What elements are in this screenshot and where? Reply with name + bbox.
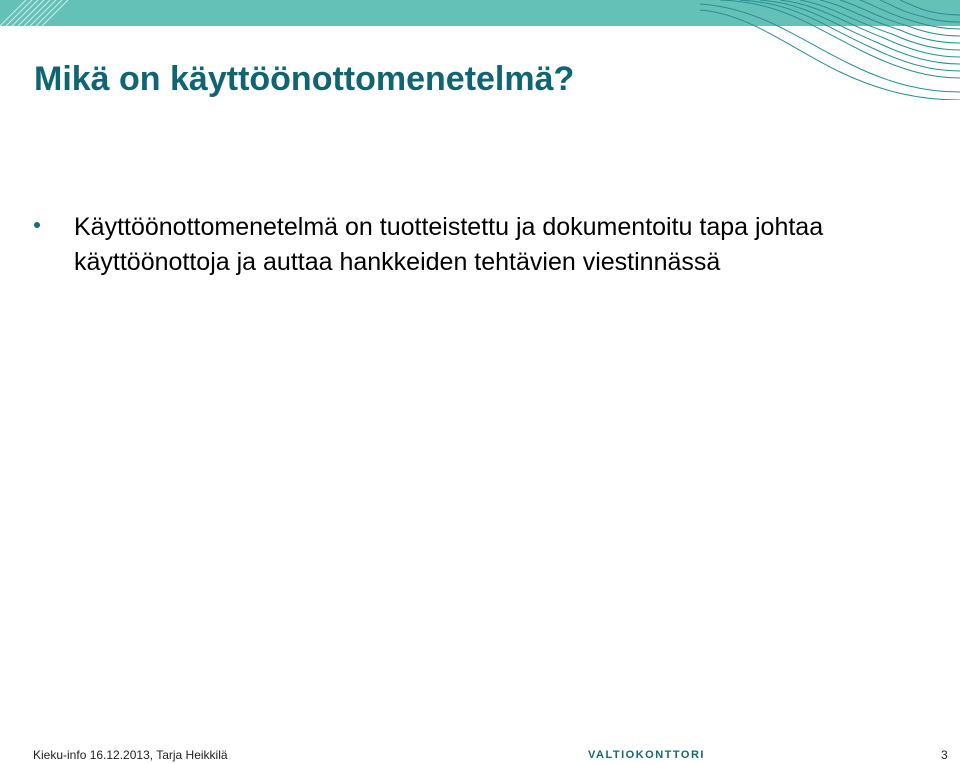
band-line-pattern <box>0 0 80 26</box>
bullet-list <box>34 210 854 280</box>
page-number: 3 <box>941 748 948 762</box>
wave-decoration <box>700 0 960 100</box>
slide-title: Mikä on käyttöönottomenetelmä? <box>34 60 575 98</box>
bullet-text: Käyttöönottomenetelmä on tuotteistettu ja dokumentoitu tapa johtaa käyttöönottoja ja auttaa hankkeiden tehtävien viestinnässä <box>74 213 824 276</box>
valtiokonttori-logo: VALTIOKONTTORI <box>588 749 705 761</box>
list-item <box>34 210 854 280</box>
footer-caption: Kieku-info 16.12.2013, Tarja Heikkilä <box>33 748 228 762</box>
bullet-dot-icon <box>34 222 40 228</box>
